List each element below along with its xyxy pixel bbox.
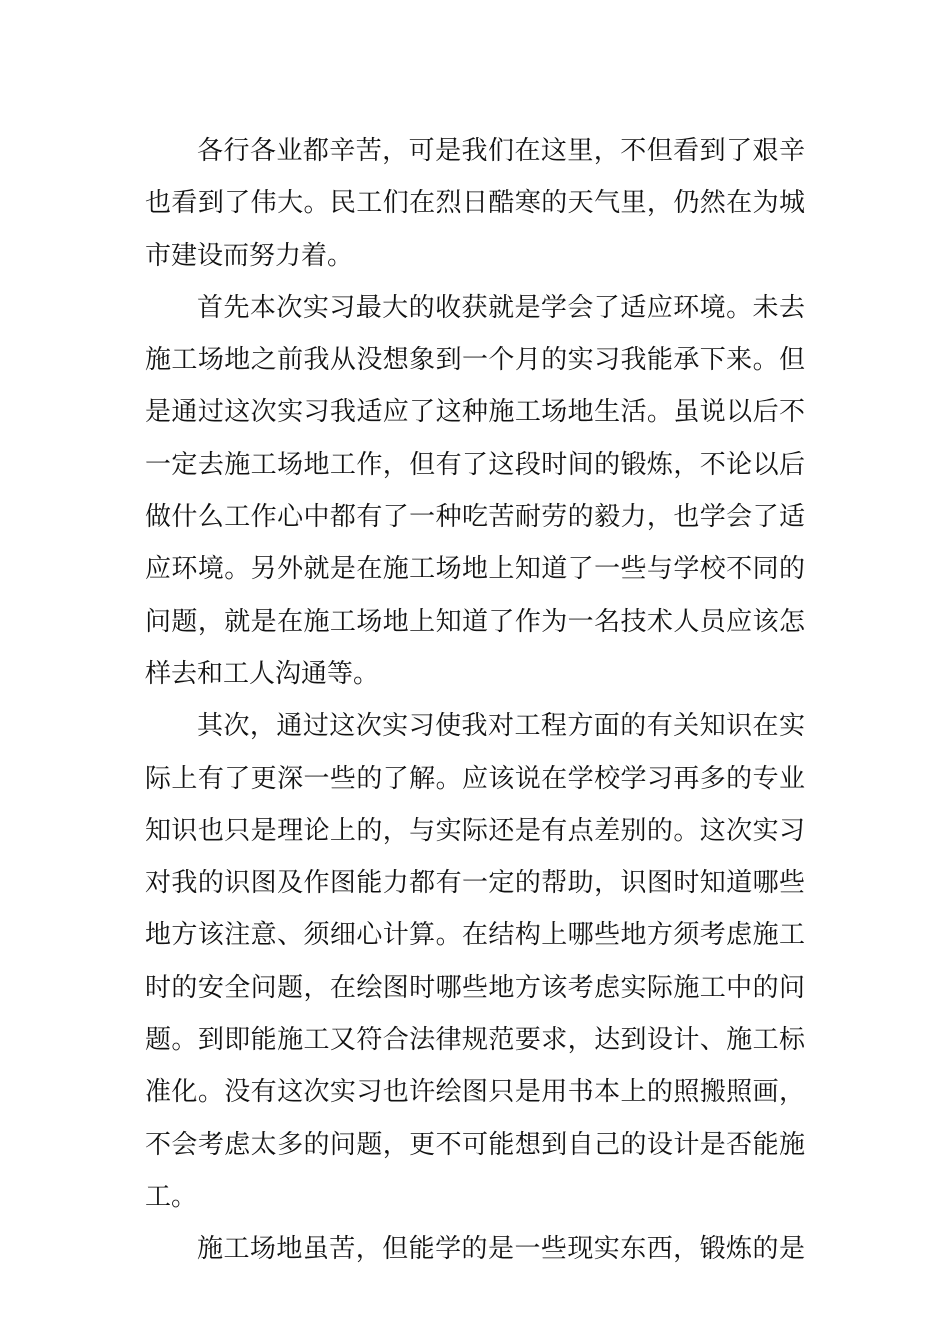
paragraph-3-line-2: 际上有了更深一些的了解。应该说在学校学习再多的专业 xyxy=(145,763,805,794)
paragraph-4-line-1: 施工场地虽苦，但能学的是一些现实东西，锻炼的是 xyxy=(197,1234,805,1265)
paragraph-3-line-9: 不会考虑太多的问题，更不可能想到自己的设计是否能施 xyxy=(145,1129,805,1160)
paragraph-3-line-6: 时的安全问题，在绘图时哪些地方该考虑实际施工中的问 xyxy=(145,972,805,1003)
paragraph-3-line-10: 工。 xyxy=(145,1181,198,1212)
document-body xyxy=(145,125,805,1276)
paragraph-2-line-6: 应环境。另外就是在施工场地上知道了一些与学校不同的 xyxy=(145,554,805,585)
paragraph-2-line-5: 做什么工作心中都有了一种吃苦耐劳的毅力，也学会了适 xyxy=(145,502,805,533)
paragraph-2-line-8: 样去和工人沟通等。 xyxy=(145,658,380,689)
paragraph-2-line-2: 施工场地之前我从没想象到一个月的实习我能承下来。但 xyxy=(145,345,805,376)
paragraph-1-line-2: 也看到了伟大。民工们在烈日酷寒的天气里，仍然在为城 xyxy=(145,188,805,219)
paragraph-1-line-3: 市建设而努力着。 xyxy=(145,240,354,271)
paragraph-3-line-3: 知识也只是理论上的，与实际还是有点差别的。这次实习 xyxy=(145,815,805,846)
paragraph-2-line-3: 是通过这次实习我适应了这种施工场地生活。虽说以后不 xyxy=(145,397,805,428)
paragraph-1-line-1: 各行各业都辛苦，可是我们在这里，不但看到了艰辛 xyxy=(197,136,805,166)
paragraph-2-line-4: 一定去施工场地工作，但有了这段时间的锻炼，不论以后 xyxy=(145,449,805,480)
paragraph-2-line-1: 首先本次实习最大的收获就是学会了适应环境。未去 xyxy=(197,292,805,323)
paragraph-3-line-1: 其次，通过这次实习使我对工程方面的有关知识在实 xyxy=(197,711,805,742)
paragraph-3-line-8: 准化。没有这次实习也许绘图只是用书本上的照搬照画， xyxy=(145,1077,805,1108)
paragraph-3-line-5: 地方该注意、须细心计算。在结构上哪些地方须考虑施工 xyxy=(145,920,805,951)
paragraph-2-line-7: 问题，就是在施工场地上知道了作为一名技术人员应该怎 xyxy=(145,606,805,637)
paragraph-3-line-4: 对我的识图及作图能力都有一定的帮助，识图时知道哪些 xyxy=(145,868,805,899)
paragraph-3-line-7: 题。到即能施工又符合法律规范要求，达到设计、施工标 xyxy=(145,1025,805,1056)
